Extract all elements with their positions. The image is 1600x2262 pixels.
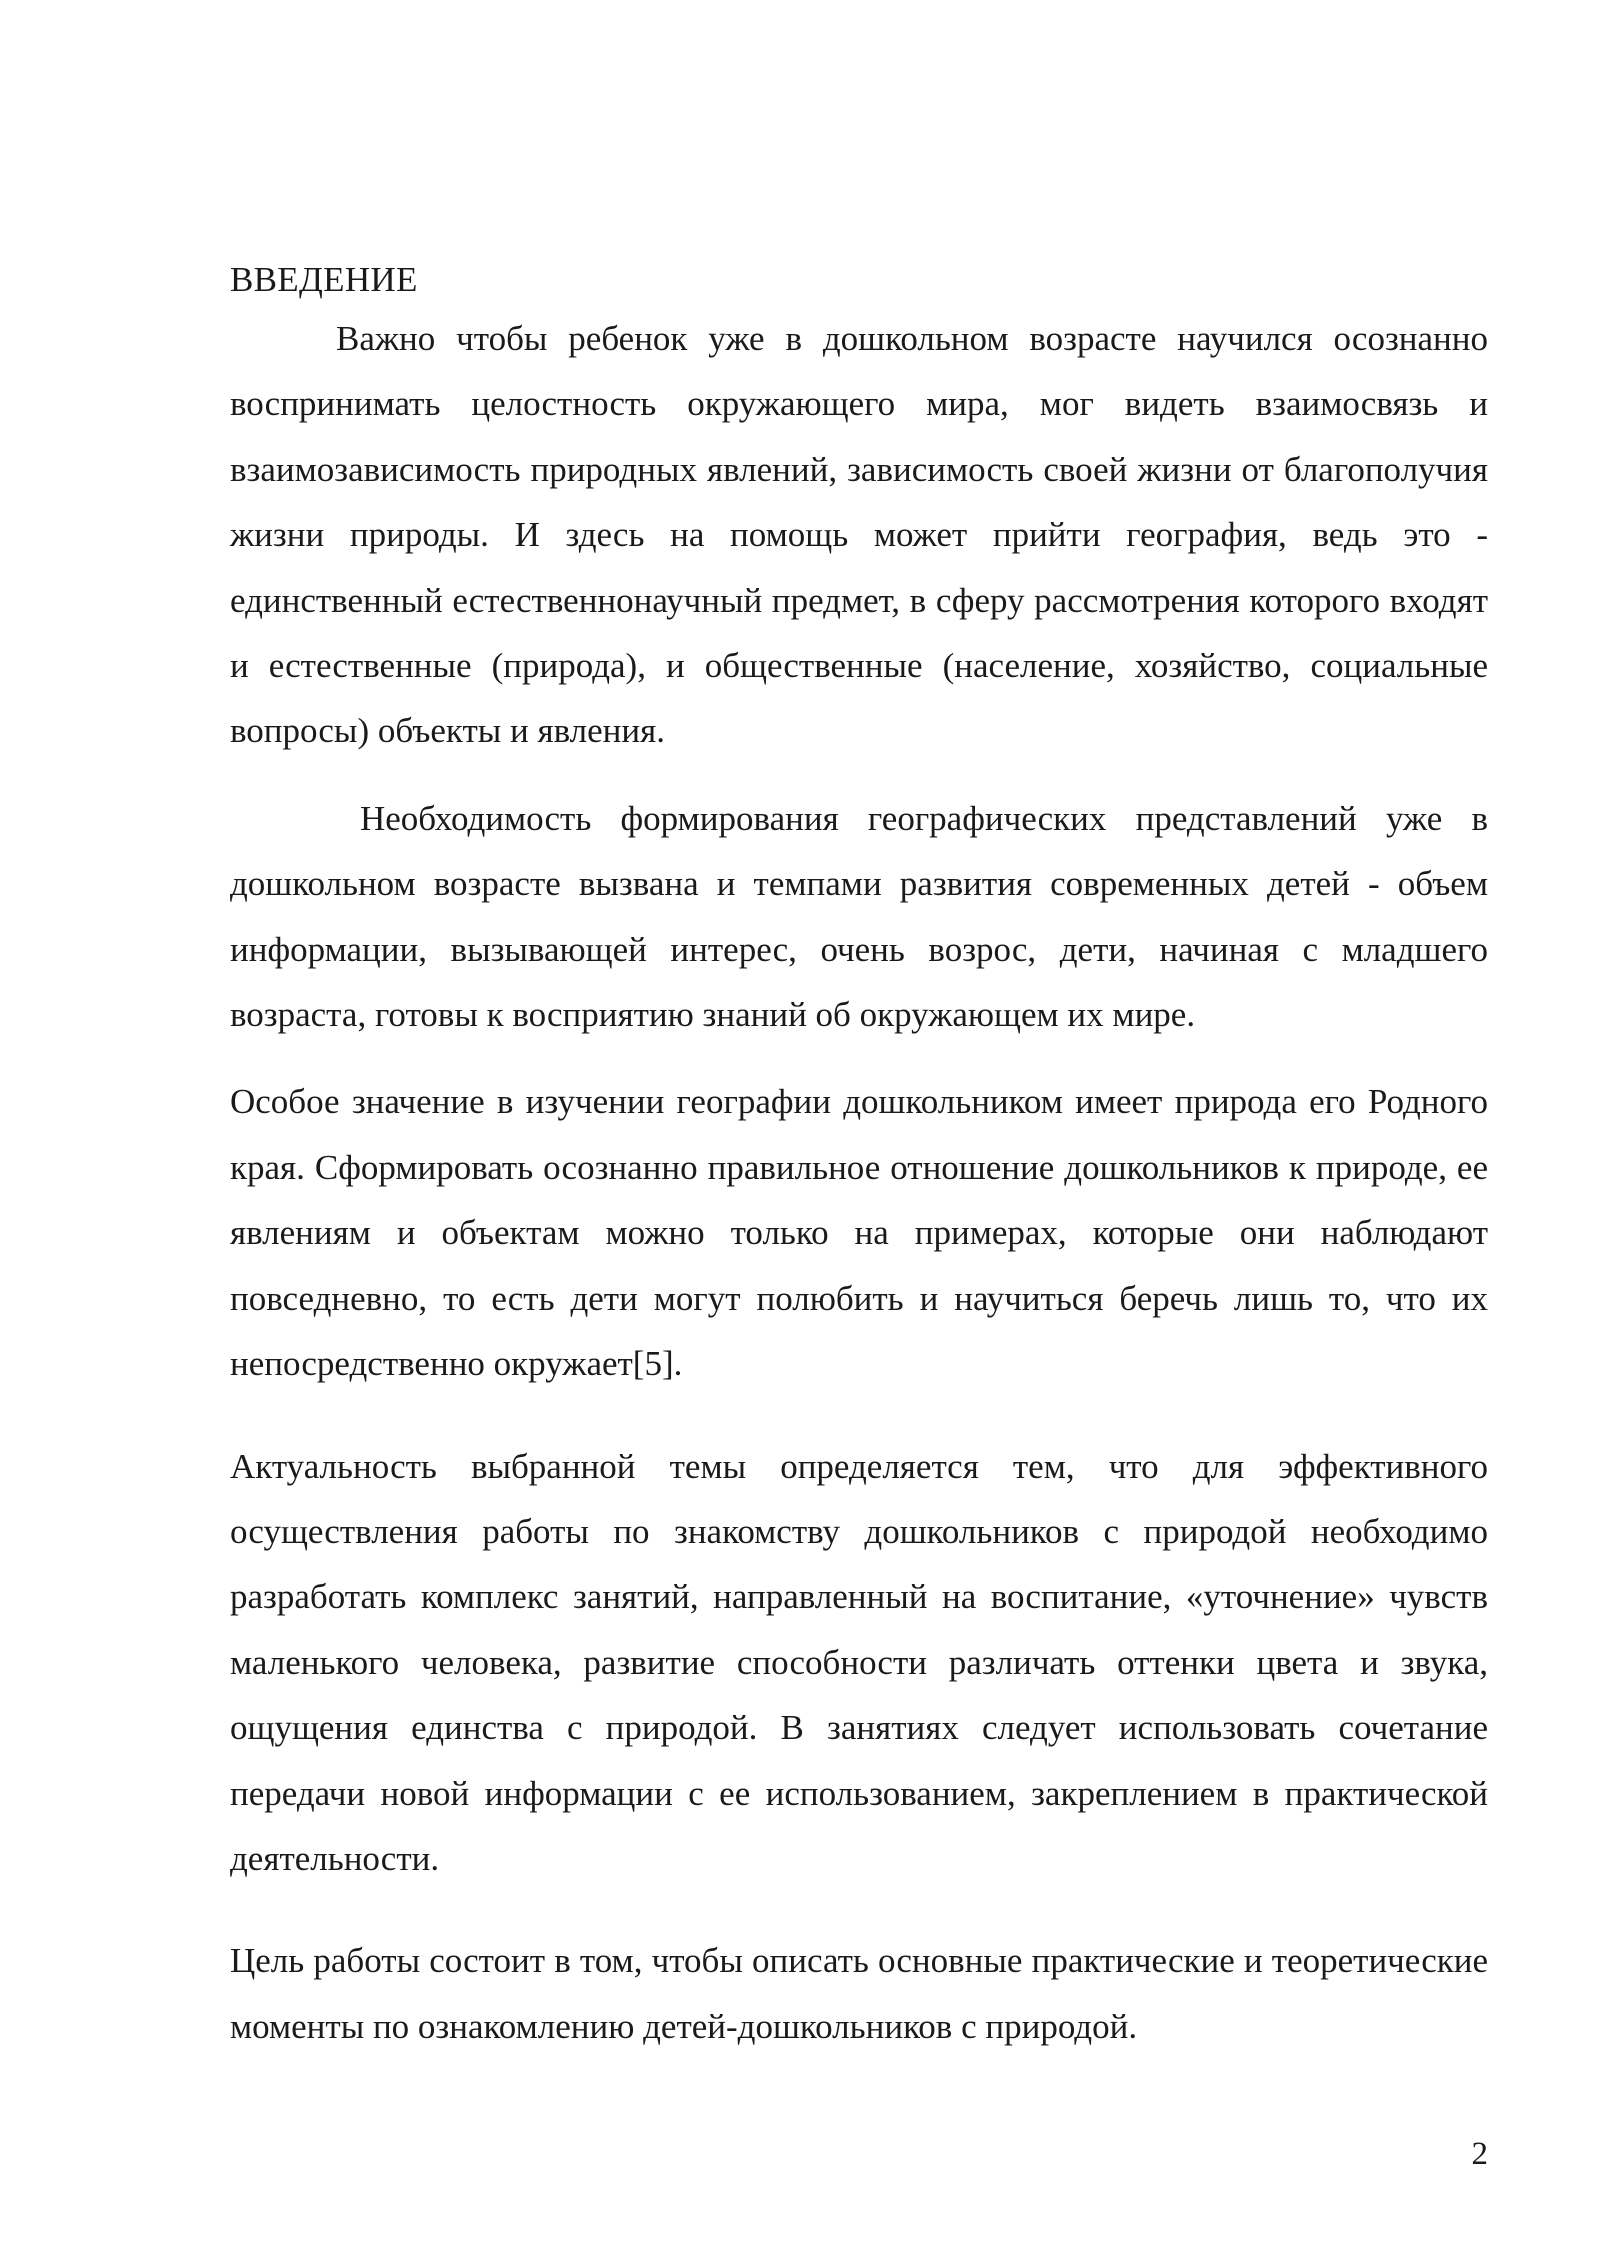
paragraph-2: Необходимость формирования географических представлений уже в дошкольном возрасте вызвана и темпами развития современных детей - объем информации, вызывающей интерес, очень возрос, дети, начиная с младшего возраста, готовы к восприятию знаний об окружающем их мире.: [230, 798, 1488, 1035]
paragraph-3: Особое значение в изучении географии дошкольником имеет природа его Родного края. Сформировать осознанно правильное отношение дошкольников к природе, ее явлениям и объектам можно только на примерах, которые они наблюдают повседневно, то есть дети могут полюбить и научиться беречь лишь то, что их непосредственно окружает[5].: [230, 1082, 1488, 1384]
paragraph-1: Важно чтобы ребенок уже в дошкольном возрасте научился осознанно воспринимать целостность окружающего мира, мог видеть взаимосвязь и взаимозависимость природных явлений, зависимость своей жизни от благополучия жизни природы. И здесь на помощь может прийти география, ведь это - единственный естественнонаучный предмет, в сферу рассмотрения которого входят и естественные (природа), и общественные (население, хозяйство, социальные вопросы) объекты и явления.: [230, 319, 1488, 751]
page-number: 2: [1471, 2136, 1488, 2172]
section-heading: ВВЕДЕНИЕ: [230, 260, 418, 299]
paragraph-4: Актуальность выбранной темы определяется тем, что для эффективного осуществления работы по знакомству дошкольников с природой необходимо разработать комплекс занятий, направленный на воспитание, «уточнение» чувств маленького человека, развитие способности различать оттенки цвета и звука, ощущения единства с природой. В занятиях следует использовать сочетание передачи новой информации с ее использованием, закреплением в практической деятельности.: [230, 1446, 1488, 1878]
page-content: [230, 253, 1488, 2059]
paragraph-5: Цель работы состоит в том, чтобы описать основные практические и теоретические моменты по ознакомлению детей-дошкольников с природой.: [230, 1941, 1488, 2046]
